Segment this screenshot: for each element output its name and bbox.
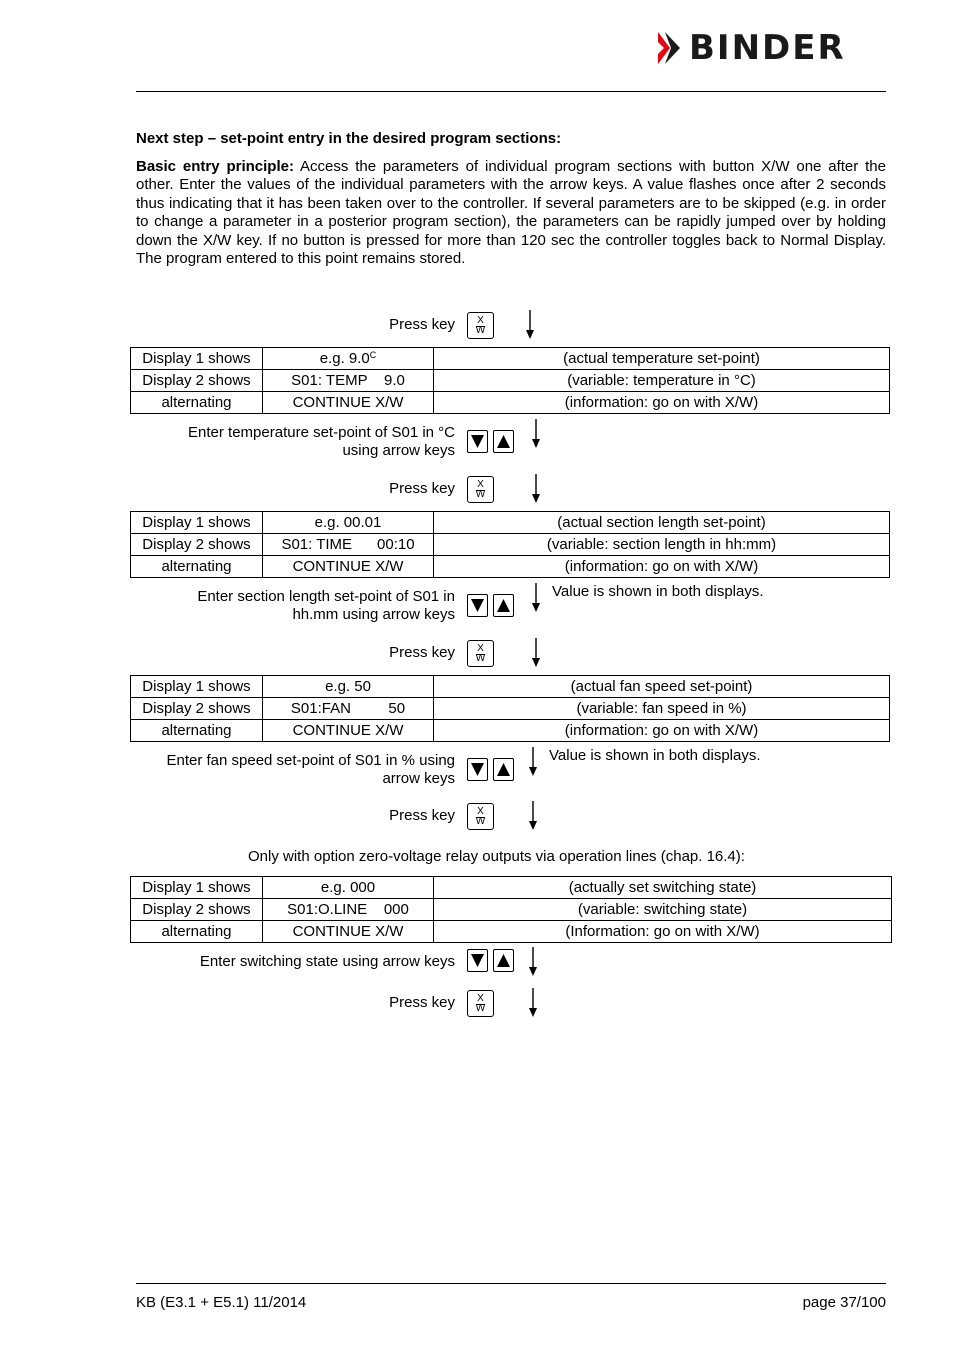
length-enter-label xyxy=(197,588,455,624)
key-w-label: W xyxy=(475,325,486,336)
down-arrow-icon xyxy=(527,801,539,831)
table-cell: (variable: fan speed in %) xyxy=(434,698,890,720)
down-arrow-icon xyxy=(530,474,542,504)
table-cell: alternating xyxy=(131,921,263,943)
switch-enter-label: Enter switching state using arrow keys xyxy=(199,953,455,970)
header-rule xyxy=(136,91,886,92)
arrow-down-key[interactable] xyxy=(467,758,488,781)
instruction-line: arrow keys xyxy=(382,770,455,787)
table-cell: CONTINUE X/W xyxy=(263,392,434,414)
table-cell: (actual section length set-point) xyxy=(434,512,890,534)
instruction-line: Enter section length set-point of S01 in xyxy=(197,588,455,605)
intro-lead: Basic entry principle: xyxy=(136,158,294,175)
table-cell: alternating xyxy=(131,392,263,414)
down-arrow-icon xyxy=(524,310,536,340)
table-cell: S01:FAN 50 xyxy=(263,698,434,720)
key-w-label: W xyxy=(475,1003,486,1014)
instruction-line: hh.mm using arrow keys xyxy=(292,606,455,623)
table-cell: (information: go on with X/W) xyxy=(434,556,890,578)
binder-logo-icon xyxy=(655,30,681,66)
xw-key-4[interactable] xyxy=(467,803,494,830)
triangle-down-icon xyxy=(470,953,485,968)
table-cell: CONTINUE X/W xyxy=(263,921,434,943)
xw-key-5[interactable] xyxy=(467,990,494,1017)
triangle-down-icon xyxy=(470,434,485,449)
table-cell: S01: TEMP 9.0 xyxy=(263,370,434,392)
table-cell: (Information: go on with X/W) xyxy=(434,921,892,943)
xw-key-1[interactable] xyxy=(467,312,494,339)
arrow-up-key[interactable] xyxy=(493,758,514,781)
footer-rule xyxy=(136,1283,886,1284)
table-cell: (information: go on with X/W) xyxy=(434,720,890,742)
key-x-label: X xyxy=(477,315,484,326)
instruction-line: Enter temperature set-point of S01 in °C xyxy=(188,424,455,441)
option-note: Only with option zero-voltage relay outputs via operation lines (chap. 16.4): xyxy=(248,848,745,865)
down-arrow-icon xyxy=(530,638,542,668)
table-cell: Display 2 shows xyxy=(131,899,263,921)
table-cell: e.g. $9.0^C$ xyxy=(263,348,434,370)
intro-text: Access the parameters of individual program sections with button X/W one after the other. Enter the values of the individual parameters with the arrow keys. A value flashes once after 2 seconds thus indicating that it has been taken over to the controller. If several parameters are to be skipped (e.g. in order to change a parameter in a posterior program section), the parameters can be rapidly jumped over by holding down the X/W key. If no button is pressed for more than 120 sec the controller toggles back to Normal Display. The program entered to this point remains stored. xyxy=(136,158,886,268)
key-x-label: X xyxy=(477,643,484,654)
key-w-label: W xyxy=(475,489,486,500)
value-note: Value is shown in both displays. xyxy=(552,583,764,600)
section-length-display-table xyxy=(130,511,890,578)
intro-paragraph xyxy=(136,158,886,268)
fan-speed-display-table xyxy=(130,675,890,742)
down-arrow-icon xyxy=(527,747,539,777)
table-cell: (actual fan speed set-point) xyxy=(434,676,890,698)
footer-document-id: KB (E3.1 + E5.1) 11/2014 xyxy=(136,1294,307,1311)
section-heading: Next step – set-point entry in the desired program sections: xyxy=(136,130,562,147)
arrow-up-key[interactable] xyxy=(493,594,514,617)
triangle-down-icon xyxy=(470,598,485,613)
table-cell: Display 1 shows xyxy=(131,512,263,534)
down-arrow-icon xyxy=(530,583,542,613)
press-key-label-5: Press key xyxy=(389,994,455,1011)
table-cell: (actually set switching state) xyxy=(434,877,892,899)
press-key-label-4: Press key xyxy=(389,807,455,824)
table-cell: (variable: temperature in °C) xyxy=(434,370,890,392)
table-cell: S01:O.LINE 000 xyxy=(263,899,434,921)
key-x-label: X xyxy=(477,993,484,1004)
table-cell: Display 1 shows xyxy=(131,348,263,370)
table-cell: Display 2 shows xyxy=(131,370,263,392)
table-cell: CONTINUE X/W xyxy=(263,720,434,742)
arrow-up-key[interactable] xyxy=(493,430,514,453)
arrow-up-key[interactable] xyxy=(493,949,514,972)
triangle-up-icon xyxy=(496,953,511,968)
table-cell: Display 1 shows xyxy=(131,676,263,698)
table-cell: (actual temperature set-point) xyxy=(434,348,890,370)
xw-key-2[interactable] xyxy=(467,476,494,503)
key-w-label: W xyxy=(475,816,486,827)
press-key-label-3: Press key xyxy=(389,644,455,661)
table-cell: e.g. 00.01 xyxy=(263,512,434,534)
table-cell: CONTINUE X/W xyxy=(263,556,434,578)
press-key-label-1: Press key xyxy=(389,316,455,333)
table-cell: e.g. 50 xyxy=(263,676,434,698)
instruction-line: using arrow keys xyxy=(342,442,455,459)
table-cell: alternating xyxy=(131,720,263,742)
value-note: Value is shown in both displays. xyxy=(549,747,761,764)
down-arrow-icon xyxy=(527,947,539,977)
temperature-display-table xyxy=(130,347,890,414)
triangle-up-icon xyxy=(496,598,511,613)
xw-key-3[interactable] xyxy=(467,640,494,667)
footer-page-number: page 37/100 xyxy=(802,1294,886,1311)
fan-enter-label xyxy=(166,752,455,788)
table-cell: Display 2 shows xyxy=(131,698,263,720)
arrow-down-key[interactable] xyxy=(467,594,488,617)
table-cell: Display 1 shows xyxy=(131,877,263,899)
brand-name: BINDER xyxy=(689,28,846,68)
switching-state-display-table xyxy=(130,876,892,943)
triangle-down-icon xyxy=(470,762,485,777)
table-cell: (variable: section length in hh:mm) xyxy=(434,534,890,556)
triangle-up-icon xyxy=(496,762,511,777)
binder-logo xyxy=(655,30,890,66)
key-x-label: X xyxy=(477,479,484,490)
down-arrow-icon xyxy=(530,419,542,449)
key-x-label: X xyxy=(477,806,484,817)
table-cell: Display 2 shows xyxy=(131,534,263,556)
triangle-up-icon xyxy=(496,434,511,449)
arrow-down-key[interactable] xyxy=(467,949,488,972)
table-cell: e.g. 000 xyxy=(263,877,434,899)
table-cell: alternating xyxy=(131,556,263,578)
temp-enter-label xyxy=(188,424,455,460)
table-cell: S01: TIME 00:10 xyxy=(263,534,434,556)
key-w-label: W xyxy=(475,653,486,664)
down-arrow-icon xyxy=(527,988,539,1018)
table-cell: (information: go on with X/W) xyxy=(434,392,890,414)
table-cell: (variable: switching state) xyxy=(434,899,892,921)
press-key-label-2: Press key xyxy=(389,480,455,497)
arrow-down-key[interactable] xyxy=(467,430,488,453)
instruction-line: Enter fan speed set-point of S01 in % using xyxy=(166,752,455,769)
